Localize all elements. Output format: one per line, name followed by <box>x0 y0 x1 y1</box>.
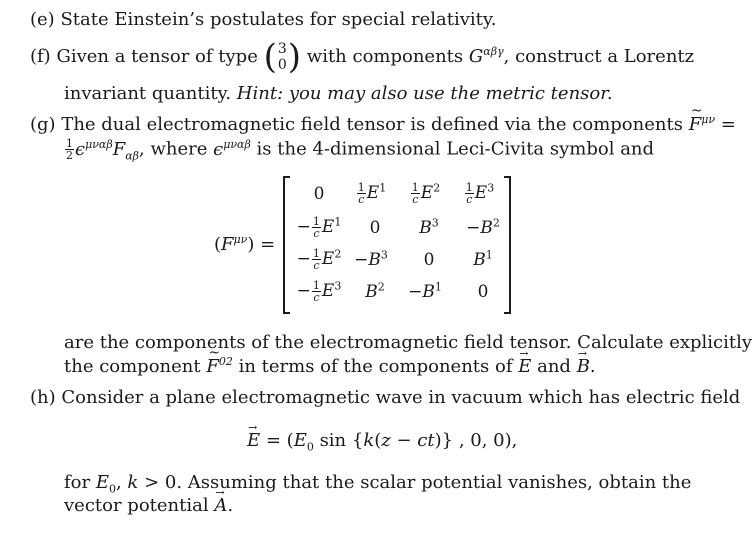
matrix-cell: $B^3$ <box>419 216 439 238</box>
part-h-line2: for $E_0$, k > 0. Assuming that the scalar potential vanishes, obtain the <box>64 472 692 496</box>
matrix-cell: $B^1$ <box>473 248 493 270</box>
matrix-cell: 0 <box>313 184 325 204</box>
part-g-label: (g) <box>30 114 56 135</box>
part-g-line4: the component ~ $F^{02}$ in terms of the components of → E and → B. <box>64 356 596 377</box>
part-h-label: (h) <box>30 387 56 408</box>
matrix-cell: $-B^1$ <box>408 280 442 302</box>
field-tensor-matrix <box>283 176 511 314</box>
part-e-label: (e) <box>30 9 55 30</box>
matrix-cell: $\frac{1}{c}$ $E^1$ <box>357 181 387 206</box>
matrix-cell: − $\frac{1}{c}$ $E^2$ <box>296 247 342 272</box>
matrix-cell: $B^2$ <box>365 280 385 302</box>
matrix-cell: $\frac{1}{c}$ $E^2$ <box>411 181 441 206</box>
part-f-label: (f) <box>30 46 51 67</box>
part-h-line1: (h) Consider a plane electromagnetic wave in vacuum which has electric field <box>30 387 741 408</box>
matrix-cell: 0 <box>423 250 435 270</box>
part-e-text: State Einstein’s postulates for special relativity. <box>60 9 497 30</box>
matrix-cell: $-B^2$ <box>466 216 500 238</box>
matrix-cell: $-B^3$ <box>354 248 388 270</box>
matrix-cell: $\frac{1}{c}$ $E^3$ <box>465 181 495 206</box>
part-e <box>30 9 496 30</box>
matrix-cell: − $\frac{1}{c}$ $E^3$ <box>296 279 342 304</box>
part-g-line3: are the components of the electromagnetic field tensor. Calculate explicitly <box>64 332 752 353</box>
hint-text: Hint: you may also use the metric tensor. <box>236 83 613 104</box>
tensor-type-binomial: ( 3 0 ) <box>263 37 302 77</box>
part-f-line1: (f) Given a tensor of type ( 3 0 ) with components $G^{\alpha\beta\gamma}$, construct a Lorentz <box>30 37 695 77</box>
matrix-cell: 0 <box>369 218 381 238</box>
matrix-label: $(F^{\mu\nu})$ = <box>214 233 276 255</box>
part-f-line2: invariant quantity. Hint: you may also use the metric tensor. <box>64 83 613 104</box>
wave-equation: → $E = (E_0$ sin {k(z − ct)} , 0, 0), <box>247 430 517 451</box>
matrix-cell: − $\frac{1}{c}$ $E^1$ <box>296 215 342 240</box>
part-g-line1: (g) The dual electromagnetic field tensor is defined via the components ~ $F^{\mu\nu}$ = <box>30 114 736 135</box>
part-g-line2: $\frac{1}{2}$ $\epsilon^{\mu\nu\alpha\beta}F_{\alpha\beta}$, where $\epsilon^{\mu\nu\alpha\beta}$ is the 4-dimensional Leci-Civita symbol and <box>66 137 655 163</box>
part-h-line3: vector potential → A. <box>64 495 233 516</box>
matrix-cell: 0 <box>477 282 489 302</box>
